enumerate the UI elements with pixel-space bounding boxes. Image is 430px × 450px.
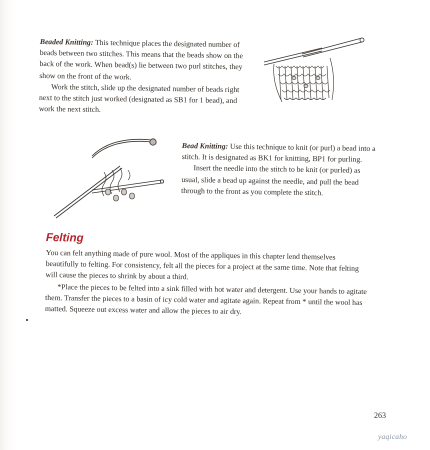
felting-paragraph-2: *Place the pieces to be felted into a sink filled with hot water and detergent. Use your hands to agitate them. Transfer the pieces to a basin of icy cold water and agitate again. Repeat from * until the wool has matted. Squeeze out excess water and allow the pieces to air dry. [44, 281, 367, 317]
bead-knitting-term: Bead Knitting: [181, 140, 229, 151]
bead-knitting-paragraph-1 [182, 140, 378, 165]
watermark: yaqicaho [378, 432, 408, 441]
beaded-knitting-paragraph-2: Work the stitch, slide up the designated number of beads right next to the stitch just worked (designated as SB1 for 1 bead), and work the next stitch. [38, 81, 240, 115]
felting-section [45, 247, 368, 319]
felting-paragraph-1: You can felt anything made of pure wool. Most of the appliques in this chapter lend themselves beautifully to felting. For consistency, felt all the pieces for a project at the same time. Note that felting will cause the pieces to shrink by about a third. [45, 247, 359, 282]
beaded-knitting-paragraph-1 [39, 36, 248, 84]
bead-knitting-section [181, 140, 378, 199]
beaded-knitting-text-1: This technique places the designated number of beads between two stitches. This means that the beads show on the back of the work. When bead(s) lie between two purl stitches, they show on the front of the work. [39, 37, 243, 82]
felting-heading: Felting [45, 232, 84, 245]
beaded-knitting-illustration [262, 36, 372, 106]
bead-knitting-paragraph-2: Insert the needle into the stitch to be knit (or purled) as usual, slide a bead up against the needle, and pull the bead through to the front as you complete the stitch. [181, 163, 361, 198]
beaded-knitting-term: Beaded Knitting: [39, 36, 94, 47]
beaded-knitting-section [39, 36, 248, 118]
page-number: 263 [374, 411, 386, 420]
bead-knitting-illustration [52, 130, 172, 220]
stray-ink-mark [26, 319, 28, 321]
bead-knitting-text-1: Use this technique to knit (or purl) a bead into a stitch. It is designated as BK1 for knitting, BP1 for purling. [181, 141, 376, 165]
